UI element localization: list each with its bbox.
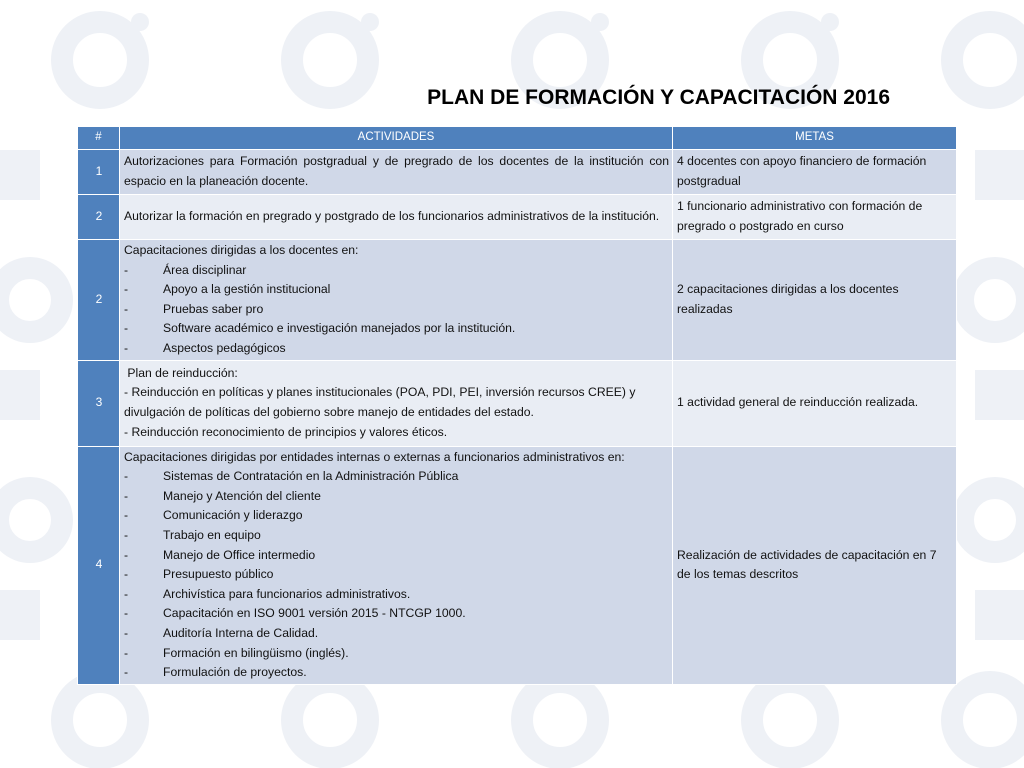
- activity-line: Plan de reinducción:: [124, 365, 238, 380]
- row-goal: 2 capacitaciones dirigidas a los docentes realizadas: [673, 240, 957, 361]
- row-activity: [120, 240, 673, 361]
- list-item: - Formulación de proyectos.: [124, 663, 669, 683]
- list-item-text: Capacitación en ISO 9001 versión 2015 - NTCGP 1000.: [163, 606, 466, 621]
- row-number: 2: [78, 240, 120, 361]
- row-activity: [120, 446, 673, 684]
- list-item: - Sistemas de Contratación en la Administración Pública: [124, 467, 669, 487]
- list-item: - Manejo y Atención del cliente: [124, 487, 669, 507]
- table-row: [78, 150, 957, 195]
- row-activity: Autorizaciones para Formación postgradual y de pregrado de los docentes de la institución con espacio en la planeación docente.: [120, 150, 673, 195]
- list-item: - Software académico e investigación manejados por la institución.: [124, 319, 669, 339]
- list-item: - Presupuesto público: [124, 565, 669, 585]
- activity-line: - Reinducción en políticas y planes institucionales (POA, PDI, PEI, inversión recursos CREE) y divulgación de políticas del gobierno sobre manejo de entidades del estado.: [124, 385, 636, 420]
- list-item-text: Auditoría Interna de Calidad.: [163, 625, 319, 640]
- page-title-text: PLAN DE FORMACIÓN Y CAPACITACIÓN 2016: [427, 86, 890, 109]
- activity-intro: Capacitaciones dirigidas por entidades internas o externas a funcionarios administrativos en:: [124, 449, 625, 464]
- table-row: [78, 195, 957, 240]
- list-item: - Apoyo a la gestión institucional: [124, 280, 669, 300]
- table-row: [78, 240, 957, 361]
- header-activities: ACTIVIDADES: [120, 127, 673, 150]
- training-plan-table: [77, 126, 957, 685]
- row-number: 1: [78, 150, 120, 195]
- list-item-text: Formación en bilingüismo (inglés).: [163, 645, 349, 660]
- list-item: - Área disciplinar: [124, 261, 669, 281]
- list-item: - Manejo de Office intermedio: [124, 546, 669, 566]
- list-item-text: Archivística para funcionarios administrativos.: [163, 586, 411, 601]
- list-item-text: Área disciplinar: [163, 262, 247, 277]
- row-activity: [120, 360, 673, 446]
- list-item-text: Presupuesto público: [163, 567, 274, 582]
- table-row: [78, 446, 957, 684]
- list-item: - Auditoría Interna de Calidad.: [124, 624, 669, 644]
- row-goal: 1 funcionario administrativo con formación de pregrado o postgrado en curso: [673, 195, 957, 240]
- list-item: - Aspectos pedagógicos: [124, 339, 669, 359]
- list-item: - Archivística para funcionarios administrativos.: [124, 585, 669, 605]
- list-item-text: Comunicación y liderazgo: [163, 508, 303, 523]
- list-item-text: Sistemas de Contratación en la Administración Pública: [163, 469, 459, 484]
- row-activity: Autorizar la formación en pregrado y postgrado de los funcionarios administrativos de la institución.: [120, 195, 673, 240]
- table-header-row: [78, 127, 957, 150]
- list-item-text: Manejo de Office intermedio: [163, 547, 316, 562]
- list-item: - Pruebas saber pro: [124, 300, 669, 320]
- row-number: 4: [78, 446, 120, 684]
- header-num: #: [78, 127, 120, 150]
- page-title: [0, 86, 890, 110]
- header-goals: METAS: [673, 127, 957, 150]
- table-row: [78, 360, 957, 446]
- row-goal: Realización de actividades de capacitación en 7 de los temas descritos: [673, 446, 957, 684]
- activity-line: - Reinducción reconocimiento de principios y valores éticos.: [124, 424, 448, 439]
- list-item: - Formación en bilingüismo (inglés).: [124, 644, 669, 664]
- list-item: - Capacitación en ISO 9001 versión 2015 - NTCGP 1000.: [124, 604, 669, 624]
- row-goal: 4 docentes con apoyo financiero de formación postgradual: [673, 150, 957, 195]
- list-item-text: Aspectos pedagógicos: [163, 340, 286, 355]
- list-item-text: Manejo y Atención del cliente: [163, 488, 321, 503]
- list-item-text: Trabajo en equipo: [163, 527, 261, 542]
- row-number: 2: [78, 195, 120, 240]
- list-item-text: Software académico e investigación manejados por la institución.: [163, 321, 516, 336]
- row-number: 3: [78, 360, 120, 446]
- row-goal: 1 actividad general de reinducción realizada.: [673, 360, 957, 446]
- list-item: - Trabajo en equipo: [124, 526, 669, 546]
- list-item-text: Formulación de proyectos.: [163, 665, 307, 680]
- list-item-text: Pruebas saber pro: [163, 301, 264, 316]
- list-item-text: Apoyo a la gestión institucional: [163, 282, 331, 297]
- activity-intro: Capacitaciones dirigidas a los docentes en:: [124, 243, 359, 257]
- list-item: - Comunicación y liderazgo: [124, 506, 669, 526]
